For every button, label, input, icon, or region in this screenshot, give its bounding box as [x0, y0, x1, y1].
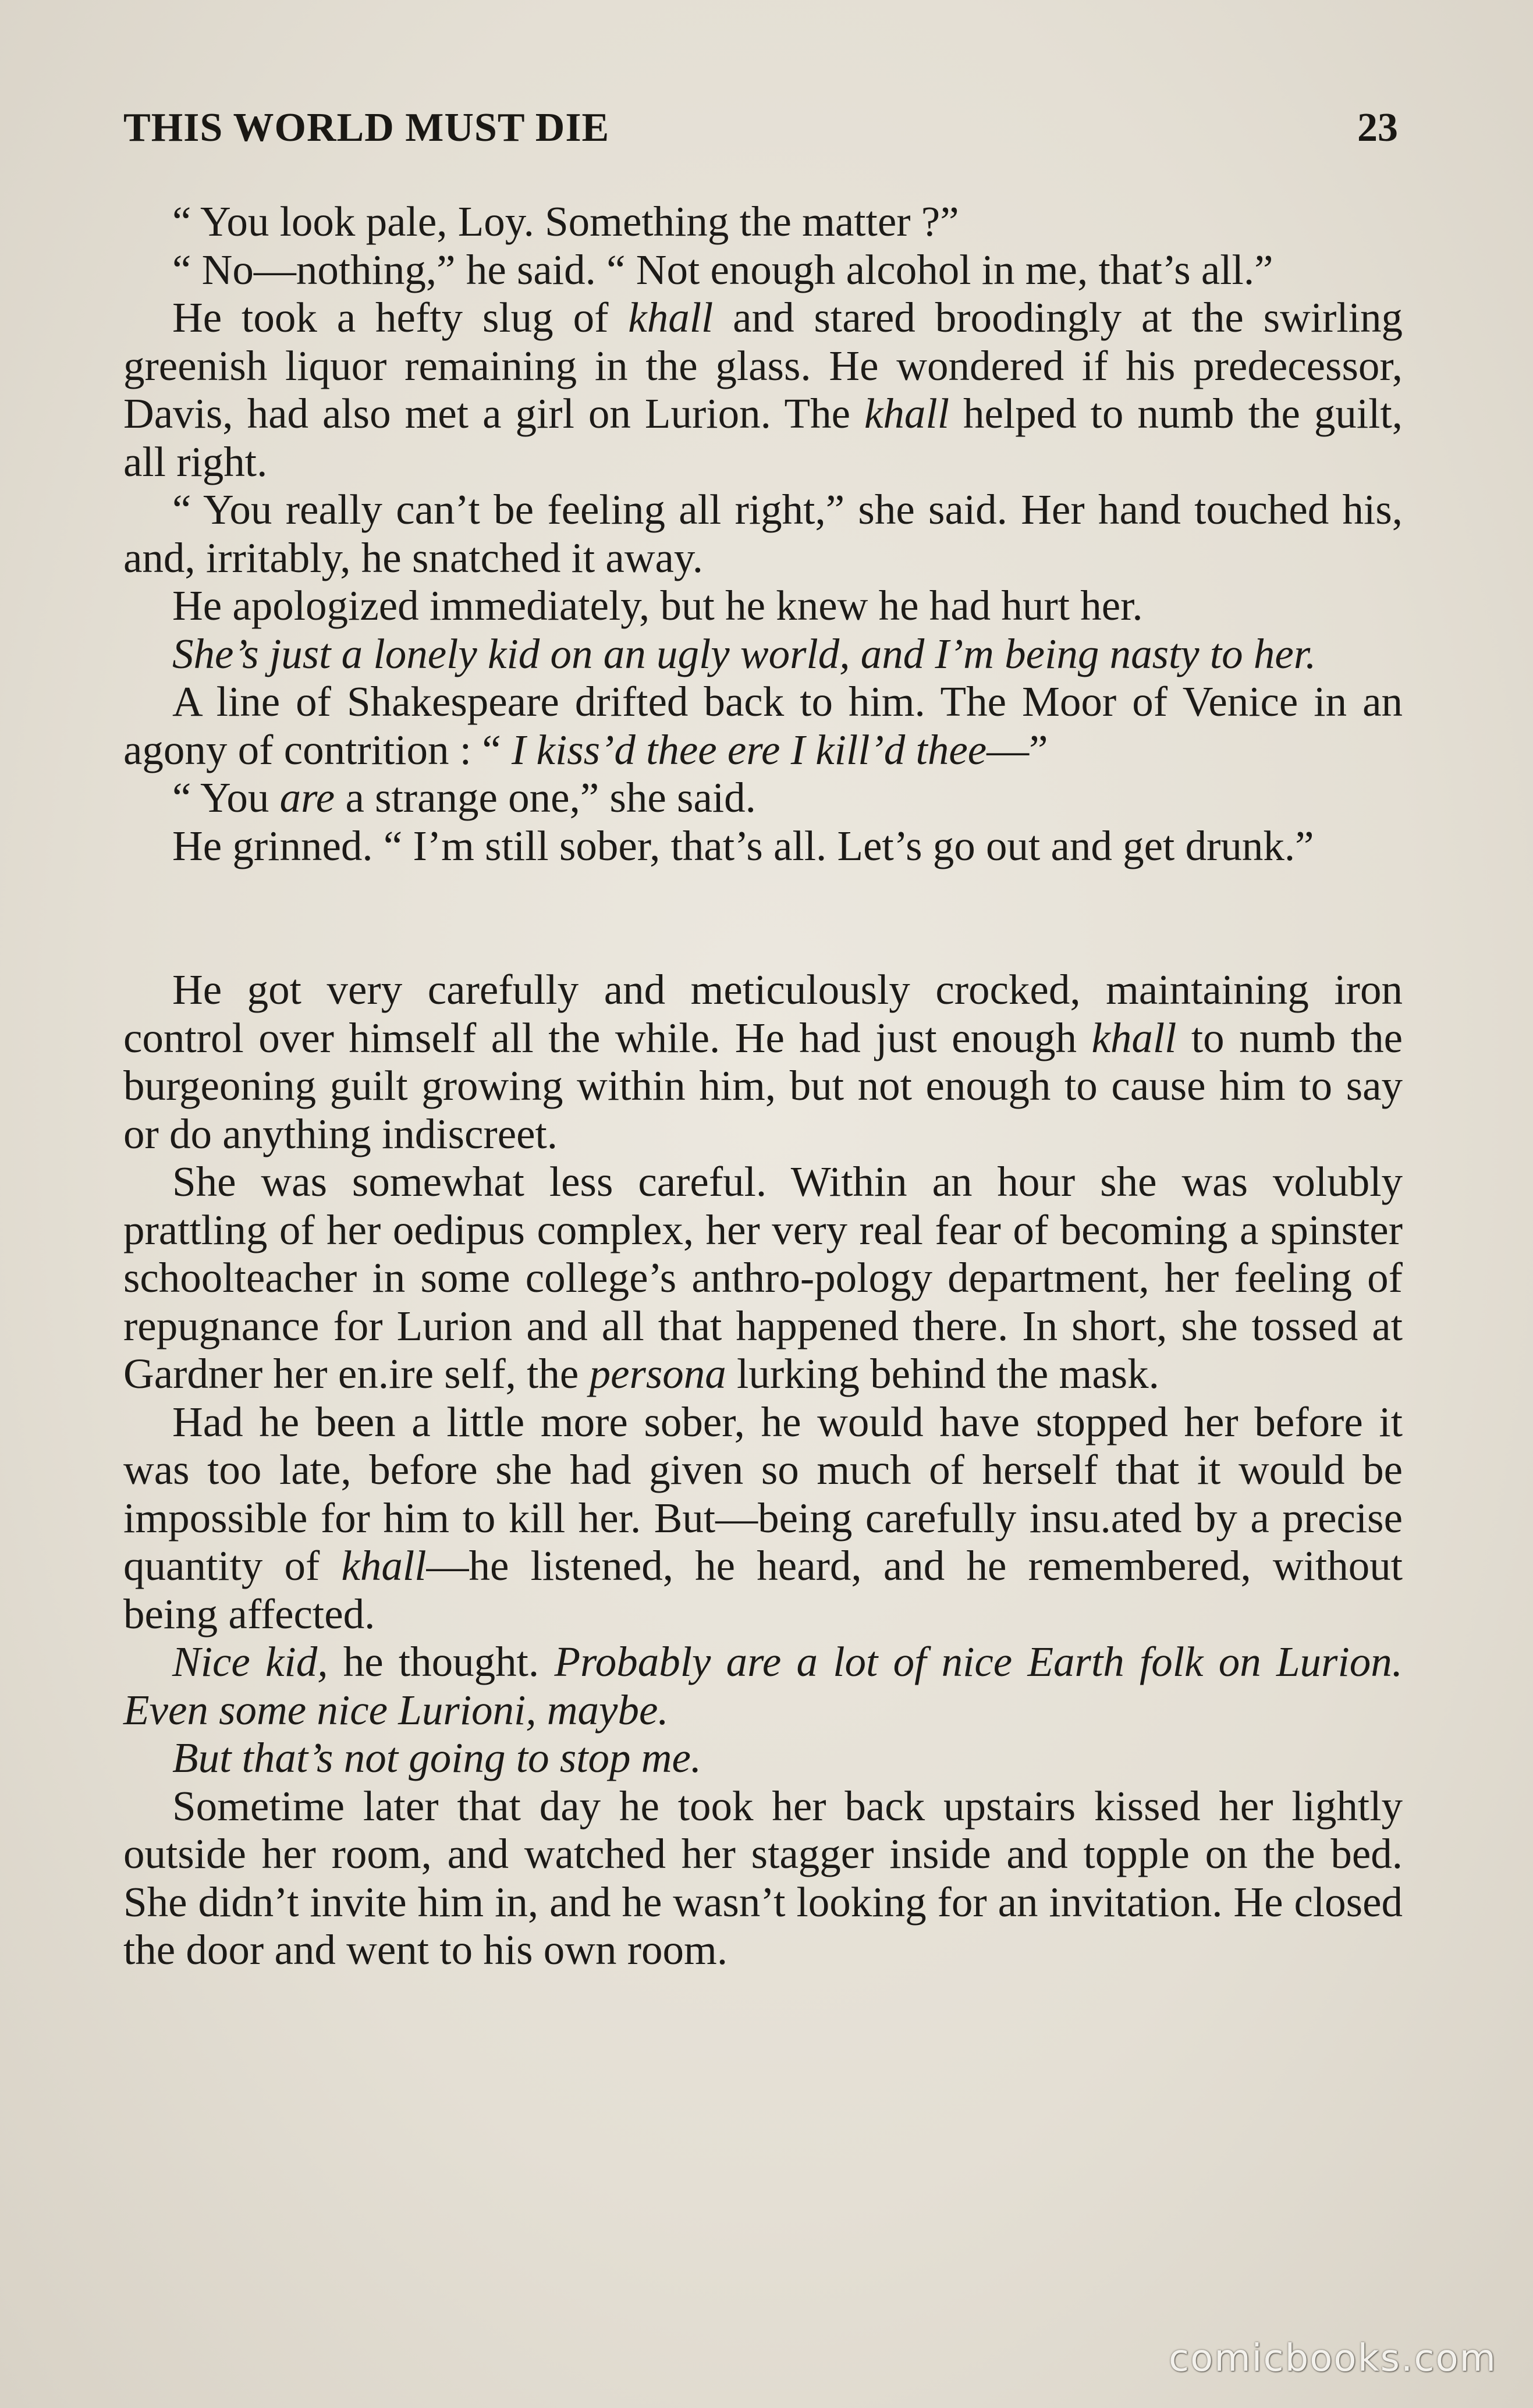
- italic-text: khall: [341, 1542, 427, 1589]
- text-run: Had he been a little more sober, he would have stopped her before it was too late, before she had given so much of herself that it would be impossible for him to kill her. But—being carefully insu.ated by a precise quantity of: [123, 1398, 1403, 1589]
- text-run: —”: [986, 726, 1048, 773]
- watermark-logo: comicbooks.com: [1168, 2337, 1497, 2380]
- text-run: “ You: [172, 774, 280, 821]
- italic-text: khall: [1091, 1014, 1177, 1061]
- paragraph-p6: [123, 630, 1403, 679]
- text-run: He took a hefty slug of: [172, 294, 629, 341]
- italic-text: are: [279, 774, 335, 821]
- text-run: helped to numb the guilt, all right.: [123, 390, 1403, 485]
- italic-text: persona: [589, 1350, 726, 1397]
- running-title: THIS WORLD MUST DIE: [123, 105, 610, 150]
- text-run: Sometime later that day he took her back upstairs kissed her lightly outside her room, and watched her stagger inside and topple on the bed. She didn’t invite him in, and he wasn’t looking for an invitation. He closed the door and went to his own room.: [123, 1782, 1403, 1973]
- text-run: “ You look pale, Loy. Something the matter ?”: [172, 198, 959, 245]
- running-header: [123, 105, 1398, 169]
- paragraph-p14: [123, 1734, 1403, 1782]
- text-run: to numb the burgeoning guilt growing within him, but not enough to cause him to say or do anything indiscreet.: [123, 1014, 1403, 1157]
- text-run: and stared broodingly at the swirling greenish liquor remaining in the glass. He wondered if his predecessor, Davis, had also met a girl on Lurion. The: [123, 294, 1403, 437]
- italic-text: Probably are a lot of nice Earth folk on Lurion. Even some nice Lurioni, maybe.: [123, 1638, 1403, 1734]
- italic-text: Nice kid,: [172, 1638, 328, 1685]
- italic-text: khall: [628, 294, 714, 341]
- text-run: “ No—nothing,” he said. “ Not enough alcohol in me, that’s all.”: [172, 246, 1273, 293]
- body-text: [123, 198, 1403, 1974]
- italic-text: She’s just a lonely kid on an ugly world, and I’m being nasty to her.: [172, 630, 1316, 677]
- paragraph-p15: [123, 1782, 1403, 1974]
- text-run: He apologized immediately, but he knew he had hurt her.: [172, 582, 1143, 629]
- paragraph-p12: [123, 1398, 1403, 1639]
- paragraph-p4: [123, 486, 1403, 582]
- text-run: A line of Shakespeare drifted back to him. The Moor of Venice in an agony of contrition : “: [123, 678, 1403, 773]
- italic-text: khall: [864, 390, 949, 437]
- paragraph-p9: [123, 822, 1403, 871]
- text-run: He grinned. “ I’m still sober, that’s all. Let’s go out and get drunk.”: [172, 822, 1314, 869]
- page-number: 23: [1357, 105, 1398, 150]
- italic-text: But that’s not going to stop me.: [172, 1734, 702, 1781]
- text-run: he thought.: [328, 1638, 555, 1685]
- paragraph-p2: [123, 246, 1403, 294]
- text-run: —he listened, he heard, and he remembered, without being affected.: [123, 1542, 1403, 1638]
- text-run: a strange one,” she said.: [335, 774, 756, 821]
- paragraph-p3: [123, 294, 1403, 486]
- text-run: He got very carefully and meticulously crocked, maintaining iron control over himself all the while. He had just enough: [123, 966, 1403, 1061]
- paragraph-p13: [123, 1638, 1403, 1734]
- paragraph-p5: [123, 582, 1403, 630]
- italic-text: I kiss’d thee ere I kill’d thee: [511, 726, 987, 773]
- paragraph-p7: [123, 678, 1403, 774]
- paragraph-p11: [123, 1158, 1403, 1398]
- text-run: She was somewhat less careful. Within an hour she was volubly prattling of her oedipus complex, her very real fear of becoming a spinster schoolteacher in some college’s anthro-pology department, her feeling of repugnance for Lurion and all that happened there. In short, she tossed at Gardner her en.ire self, the: [123, 1158, 1403, 1397]
- paragraph-p8: [123, 774, 1403, 822]
- paragraph-p10: [123, 966, 1403, 1158]
- paragraph-p1: [123, 198, 1403, 246]
- text-run: lurking behind the mask.: [726, 1350, 1159, 1397]
- text-run: “ You really can’t be feeling all right,” she said. Her hand touched his, and, irritably, he snatched it away.: [123, 486, 1403, 581]
